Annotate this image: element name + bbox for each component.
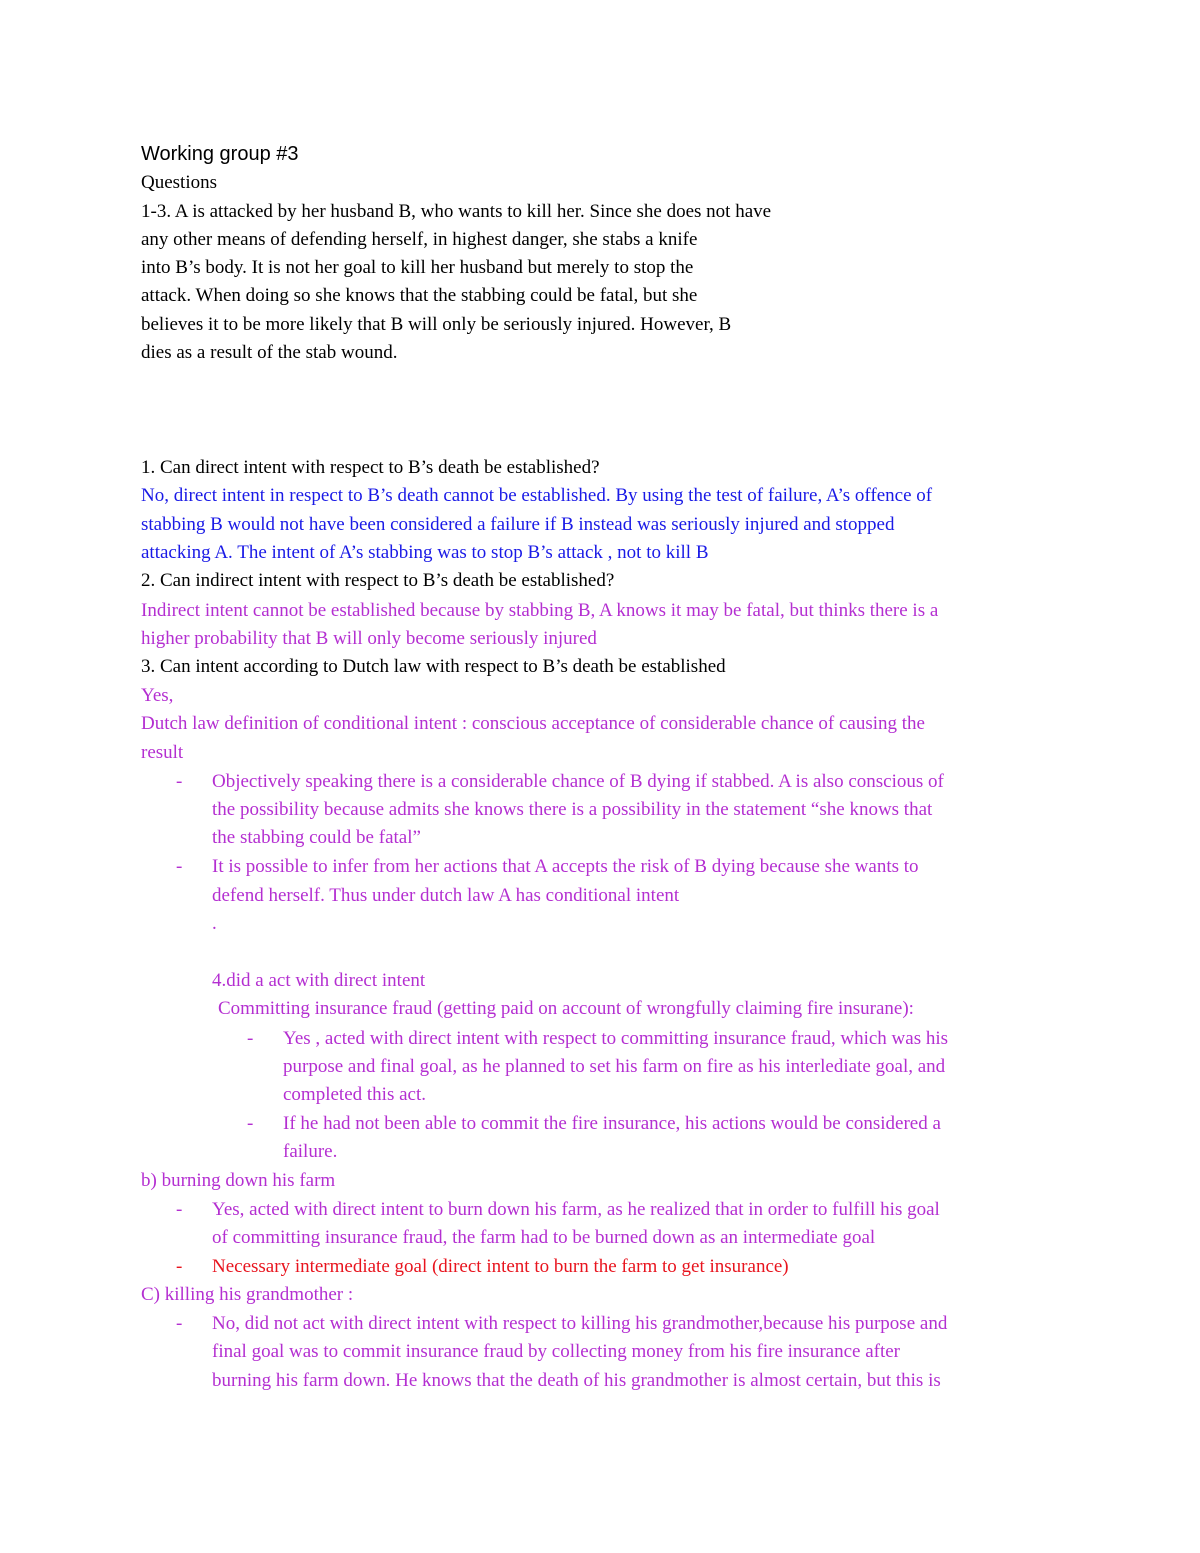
part-c-bullet-line: No, did not act with direct intent with respect to killing his grandmother,because his purpose and — [212, 1313, 948, 1334]
part-b-bullet-line: Yes, acted with direct intent to burn down his farm, as he realized that in order to fulfill his goal — [212, 1199, 940, 1220]
part-a-heading: Committing insurance fraud (getting paid on account of wrongfully claiming fire insurane): — [218, 998, 914, 1019]
answer-3-bullet-line: the stabbing could be fatal” — [212, 827, 421, 848]
bullet-dash: - — [176, 1256, 183, 1277]
question-4: 4.did a act with direct intent — [212, 970, 426, 991]
question-2: 2. Can indirect intent with respect to B’s death be established? — [141, 570, 615, 591]
scenario-line: attack. When doing so she knows that the stabbing could be fatal, but she — [141, 285, 698, 306]
answer-3-bullet-line: defend herself. Thus under dutch law A has conditional intent — [212, 885, 680, 906]
part-c-bullet-line: burning his farm down. He knows that the death of his grandmother is almost certain, but this is — [212, 1370, 941, 1391]
part-a-bullet-line: completed this act. — [283, 1084, 426, 1105]
part-b-bullet-line: of committing insurance fraud, the farm had to be burned down as an intermediate goal — [212, 1227, 876, 1248]
answer-1-line: attacking A. The intent of A’s stabbing was to stop B’s attack , not to kill B — [141, 542, 709, 563]
question-1: 1. Can direct intent with respect to B’s death be established? — [141, 457, 600, 478]
bullet-dash: - — [247, 1113, 254, 1134]
stray-period: . — [212, 913, 217, 934]
answer-1-line: No, direct intent in respect to B’s death cannot be established. By using the test of failure, A’s offence of — [141, 485, 933, 506]
answer-3-bullet-line: the possibility because admits she knows there is a possibility in the statement “she knows that — [212, 799, 933, 820]
scenario-line: 1-3. A is attacked by her husband B, who wants to kill her. Since she does not have — [141, 201, 772, 222]
part-a-bullet-line: If he had not been able to commit the fire insurance, his actions would be considered a — [283, 1113, 941, 1134]
answer-1-line: stabbing B would not have been considered a failure if B instead was seriously injured and stopped — [141, 514, 895, 535]
answer-3-bullet-line: It is possible to infer from her actions that A accepts the risk of B dying because she wants to — [212, 856, 919, 877]
answer-3-definition-line: result — [141, 742, 184, 763]
bullet-dash: - — [176, 1313, 183, 1334]
part-a-bullet-line: Yes , acted with direct intent with respect to committing insurance fraud, which was his — [283, 1028, 949, 1049]
part-b-heading: b) burning down his farm — [141, 1170, 336, 1191]
answer-3-yes: Yes, — [141, 685, 174, 706]
part-c-bullet-line: final goal was to commit insurance fraud by collecting money from his fire insurance after — [212, 1341, 900, 1362]
question-3: 3. Can intent according to Dutch law with respect to B’s death be established — [141, 656, 726, 677]
answer-2-line: higher probability that B will only become seriously injured — [141, 628, 597, 649]
part-c-heading: C) killing his grandmother : — [141, 1284, 354, 1305]
document-title: Working group #3 — [141, 143, 299, 165]
scenario-line: into B’s body. It is not her goal to kill her husband but merely to stop the — [141, 257, 694, 278]
questions-label: Questions — [141, 172, 217, 193]
scenario-line: any other means of defending herself, in highest danger, she stabs a knife — [141, 229, 698, 250]
bullet-dash: - — [247, 1028, 254, 1049]
answer-3-definition-line: Dutch law definition of conditional intent : conscious acceptance of considerable chance of causing the — [141, 713, 925, 734]
bullet-dash: - — [176, 856, 183, 877]
part-a-bullet-line: purpose and final goal, as he planned to set his farm on fire as his interlediate goal, and — [283, 1056, 946, 1077]
bullet-dash: - — [176, 771, 183, 792]
bullet-dash: - — [176, 1199, 183, 1220]
scenario-line: dies as a result of the stab wound. — [141, 342, 398, 363]
answer-3-bullet-line: Objectively speaking there is a considerable chance of B dying if stabbed. A is also conscious of — [212, 771, 944, 792]
scenario-line: believes it to be more likely that B will only be seriously injured. However, B — [141, 314, 732, 335]
answer-2-line: Indirect intent cannot be established because by stabbing B, A knows it may be fatal, but thinks there is a — [141, 600, 939, 621]
part-a-bullet-line: failure. — [283, 1141, 338, 1162]
part-b-note: Necessary intermediate goal (direct intent to burn the farm to get insurance) — [212, 1256, 789, 1277]
